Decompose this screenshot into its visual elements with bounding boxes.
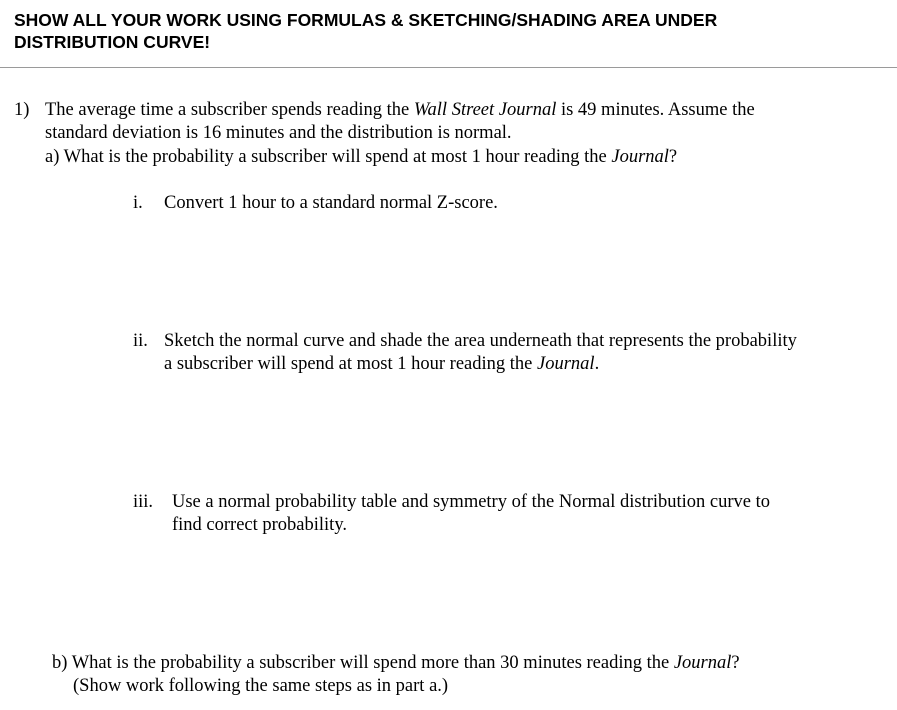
part-a-text: a) What is the probability a subscriber will spend at most 1 hour reading the — [45, 147, 612, 167]
journal-title: Journal — [673, 653, 732, 673]
question-text: The average time a subscriber spends reading the — [45, 100, 414, 120]
part-b-instructions: (Show work following the same steps as in part a.) — [73, 676, 449, 696]
question-text: is 49 minutes. Assume the — [556, 100, 755, 120]
part-a-end: ? — [668, 147, 678, 167]
journal-title: Journal — [611, 147, 669, 167]
instructions-header — [14, 9, 874, 53]
step-iii-line-2: find correct probability. — [172, 515, 348, 535]
question-line-1 — [45, 99, 755, 122]
header-line-2: DISTRIBUTION CURVE! — [14, 32, 211, 52]
step-ii-text: a subscriber will spend at most 1 hour reading the — [164, 354, 537, 374]
step-ii-line-1: Sketch the normal curve and shade the area underneath that represents the probability — [164, 331, 797, 351]
part-a-question — [45, 146, 677, 169]
step-i-text: Convert 1 hour to a standard normal Z-score. — [164, 193, 498, 213]
step-ii-label: ii. — [133, 331, 148, 351]
question-number: 1) — [14, 100, 30, 120]
part-b-end: ? — [731, 653, 740, 673]
journal-title: Wall Street Journal — [413, 100, 557, 120]
step-ii-line-2 — [164, 353, 599, 376]
header-divider — [0, 67, 897, 68]
step-i-label: i. — [133, 193, 143, 213]
step-iii-line-1: Use a normal probability table and symmetry of the Normal distribution curve to — [172, 492, 771, 512]
step-ii-end: . — [594, 354, 600, 374]
part-b-question — [52, 652, 740, 675]
step-iii-label: iii. — [133, 492, 154, 512]
question-line-2: standard deviation is 16 minutes and the distribution is normal. — [45, 123, 512, 143]
journal-title: Journal — [537, 354, 595, 374]
part-b-text: b) What is the probability a subscriber will spend more than 30 minutes reading the — [52, 653, 674, 673]
header-line-1: SHOW ALL YOUR WORK USING FORMULAS & SKETCHING/SHADING AREA UNDER — [14, 10, 718, 30]
